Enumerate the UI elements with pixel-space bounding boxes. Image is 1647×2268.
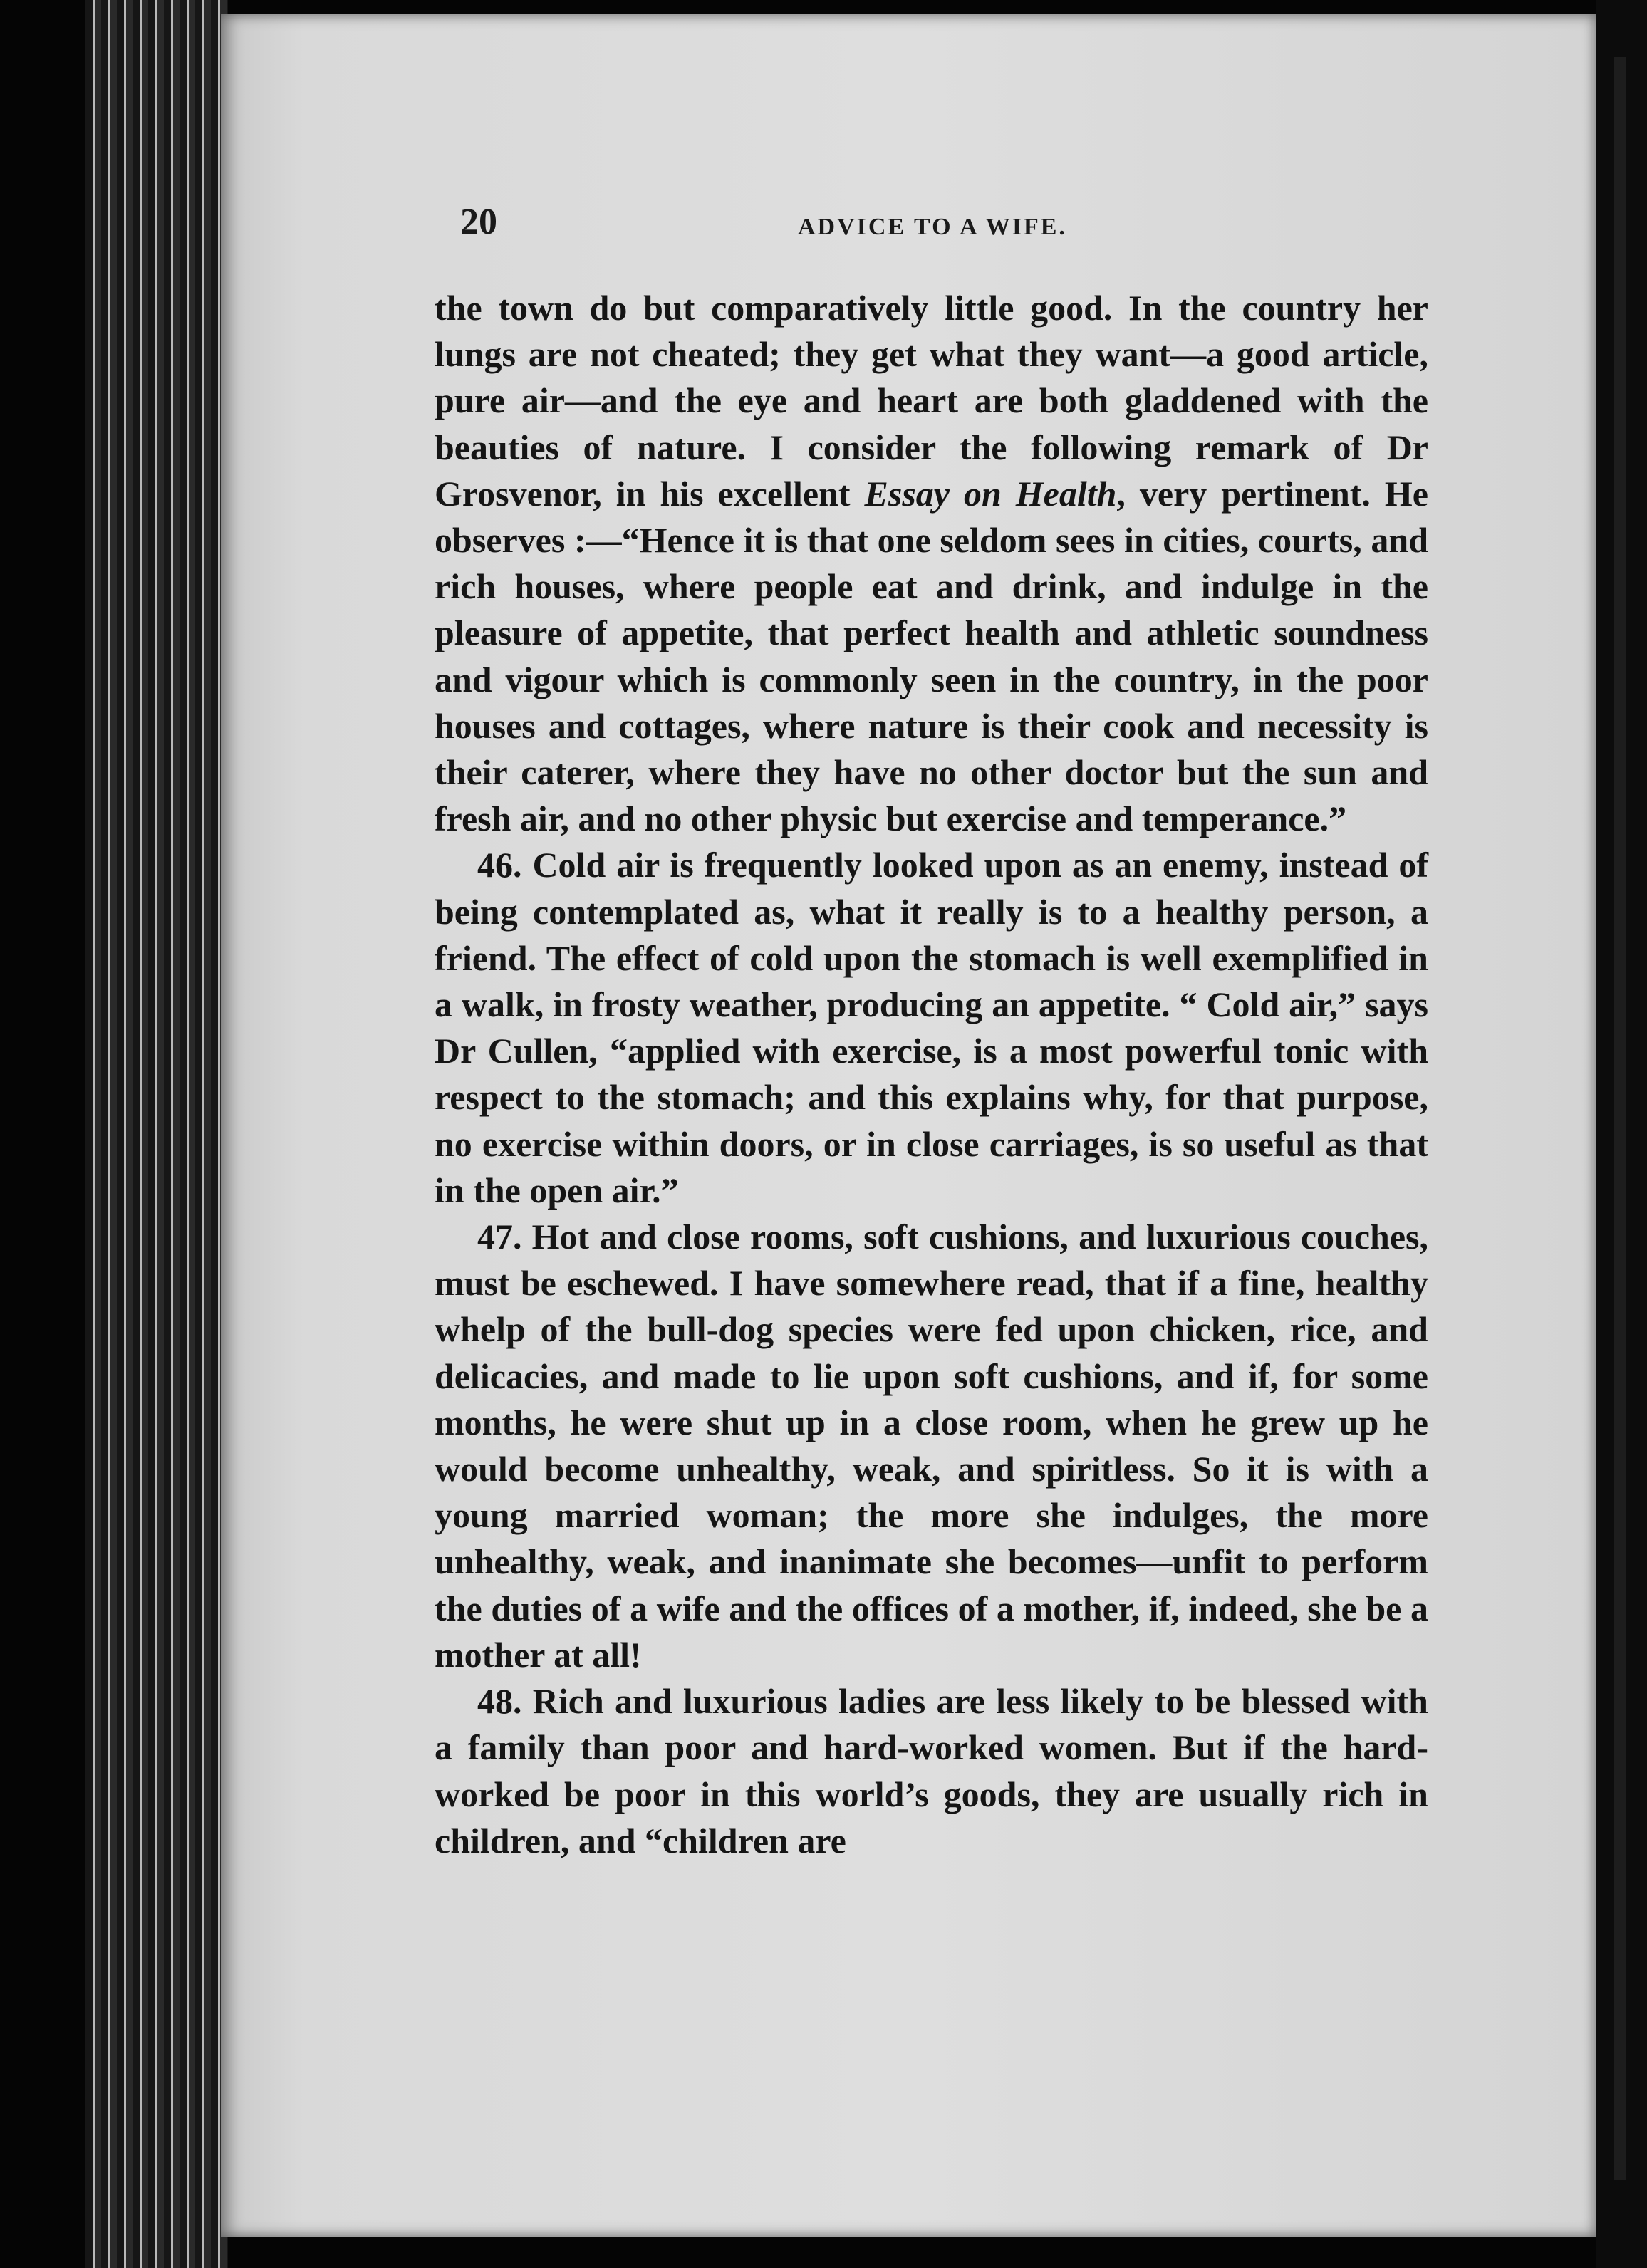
paragraph-47: 47. Hot and close rooms, soft cushions, and luxurious couches, must be eschewed. I have somewhere read, that if a fine, healthy whelp of the bull-dog species were fed upon chicken, rice, and delicacies, and made to lie upon soft cushions, and if, for some months, he were shut up in a close room, when he grew up he would become unhealthy, weak, and spiritless. So it is with a young married woman; the more she indulges, the more unhealthy, weak, and inanimate she becomes—unfit to perform the duties of a wife and the offices of a mother, if, indeed, she be a mother at all! [435,1217,1428,1675]
paragraph-48: 48. Rich and luxurious ladies are less likely to be blessed with a family than poor and hard-worked women. But if the hard-worked be poor in this world’s goods, they are usually rich in children, and “children are [435,1681,1428,1861]
paragraph-46: 46. Cold air is frequently looked upon as an enemy, instead of being contemplated as, what it really is to a healthy person, a friend. The effect of cold upon the stomach is well exemplified in a walk, in frosty weather, producing an appetite. “ Cold air,” says Dr Cullen, “applied with exercise, is a most powerful tonic with respect to the stomach; and this explains why, for that purpose, no exercise within doors, or in close carriages, is so useful as that in the open air.” [435,845,1428,1210]
body-text [435,285,1428,1864]
book-right-edge [1596,0,1647,2268]
running-head: ADVICE TO A WIFE. [798,214,1067,240]
book-title: Essay on Health [864,473,1117,514]
page-number: 20 [460,202,497,242]
paragraph-text: , very pertinent. He observes :—“Hence it is that one seldom sees in cities, courts, and rich houses, where people eat and drink, and indulge in the pleasure of appetite, that perfect health and athletic soundness and vigour which is commonly seen in the country, in the poor houses and cottages, where nature is their cook and necessity is their caterer, where they have no other doctor but the sun and fresh air, and no other physic but exercise and temperance.” [435,473,1428,839]
paragraph-text: the town do but comparatively little good. In the country her lungs are not cheated; they get what they want—a good article, pure air—and the eye and heart are both gladdened with the beauties of nature. I consider the following remark of Dr Grosvenor, in his excellent [435,288,1428,514]
book-page-edges [85,0,228,2268]
paragraph-continuation [435,285,1428,842]
